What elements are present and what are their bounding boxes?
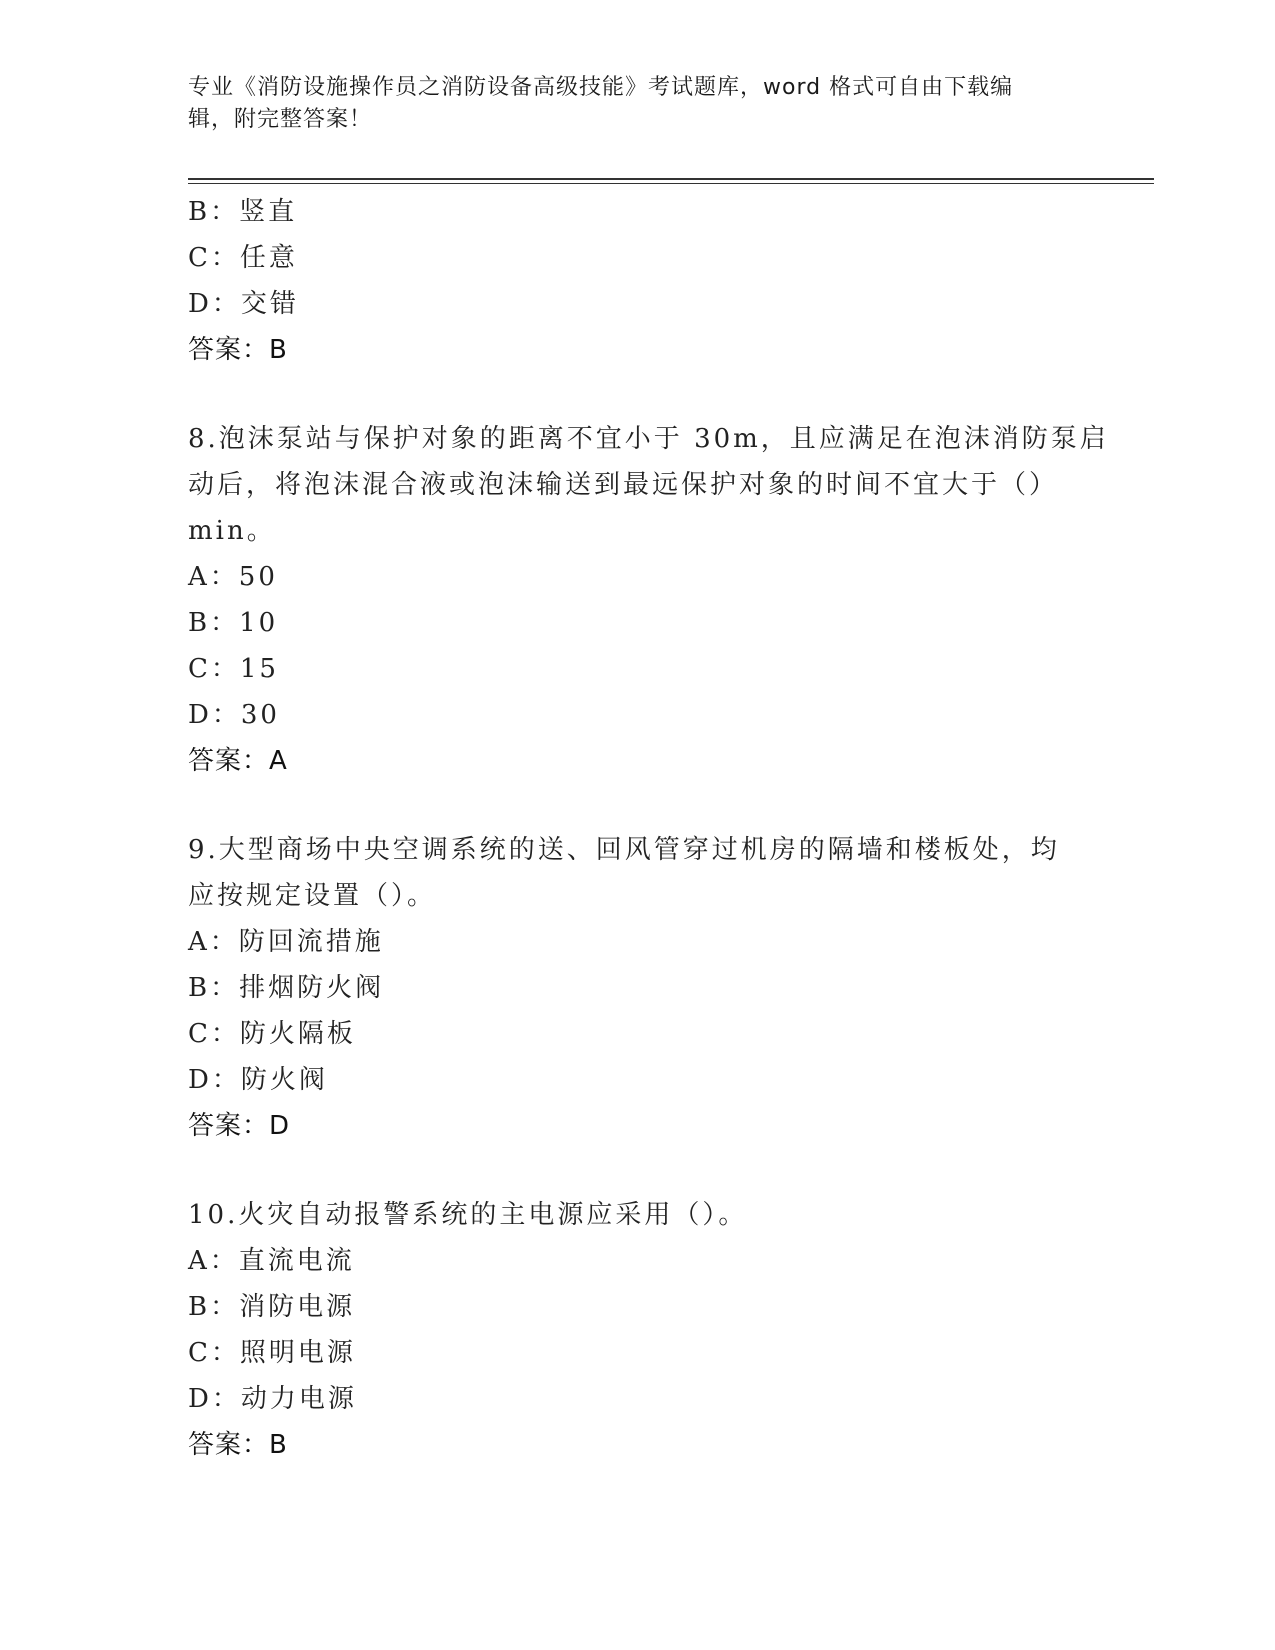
question-text-line: 8.泡沫泵站与保护对象的距离不宜小于 30m，且应满足在泡沫消防泵启 bbox=[188, 424, 1109, 454]
option-b: B：10 bbox=[188, 608, 279, 638]
question-spacer bbox=[188, 784, 1088, 827]
header-divider-thick bbox=[188, 178, 1154, 180]
option-d: D：30 bbox=[188, 700, 280, 730]
question-10 bbox=[188, 1192, 1088, 1468]
question-9 bbox=[188, 827, 1088, 1149]
option-c: C：防火隔板 bbox=[188, 1019, 356, 1049]
answer-line: 答案：B bbox=[188, 1430, 288, 1460]
option-a: A：直流电流 bbox=[188, 1246, 355, 1276]
question-text-line: 9.大型商场中央空调系统的送、回风管穿过机房的隔墙和楼板处，均 bbox=[188, 835, 1060, 865]
question-8 bbox=[188, 416, 1109, 784]
option-c: C：15 bbox=[188, 654, 279, 684]
question-text-line: min。 bbox=[188, 516, 276, 546]
header-line-1: 专业《消防设施操作员之消防设备高级技能》考试题库，word 格式可自由下载编 bbox=[188, 75, 1014, 100]
question-text-line: 动后，将泡沫混合液或泡沫输送到最远保护对象的时间不宜大于（） bbox=[188, 470, 1059, 500]
option-d: D：动力电源 bbox=[188, 1384, 357, 1414]
question-text-line: 10.火灾自动报警系统的主电源应采用（）。 bbox=[188, 1200, 748, 1230]
option-c: C：照明电源 bbox=[188, 1338, 356, 1368]
question-spacer bbox=[188, 1149, 1088, 1192]
option-c: C：任意 bbox=[188, 243, 298, 273]
answer-line: 答案：A bbox=[188, 746, 288, 776]
question-spacer bbox=[188, 373, 1088, 416]
option-a: A：50 bbox=[188, 562, 278, 592]
answer-line: 答案：D bbox=[188, 1111, 291, 1141]
document-header bbox=[188, 72, 1068, 136]
question-list bbox=[188, 189, 1109, 1468]
option-b: B：竖直 bbox=[188, 197, 298, 227]
option-d: D：防火阀 bbox=[188, 1065, 328, 1095]
option-b: B：消防电源 bbox=[188, 1292, 356, 1322]
header-divider-thin bbox=[188, 183, 1154, 184]
question-text-line: 应按规定设置（）。 bbox=[188, 881, 437, 911]
answer-line: 答案：B bbox=[188, 335, 288, 365]
question-7-continued bbox=[188, 189, 1088, 373]
option-d: D：交错 bbox=[188, 289, 299, 319]
option-a: A：防回流措施 bbox=[188, 927, 384, 957]
header-line-2: 辑，附完整答案！ bbox=[188, 107, 373, 132]
option-b: B：排烟防火阀 bbox=[188, 973, 385, 1003]
